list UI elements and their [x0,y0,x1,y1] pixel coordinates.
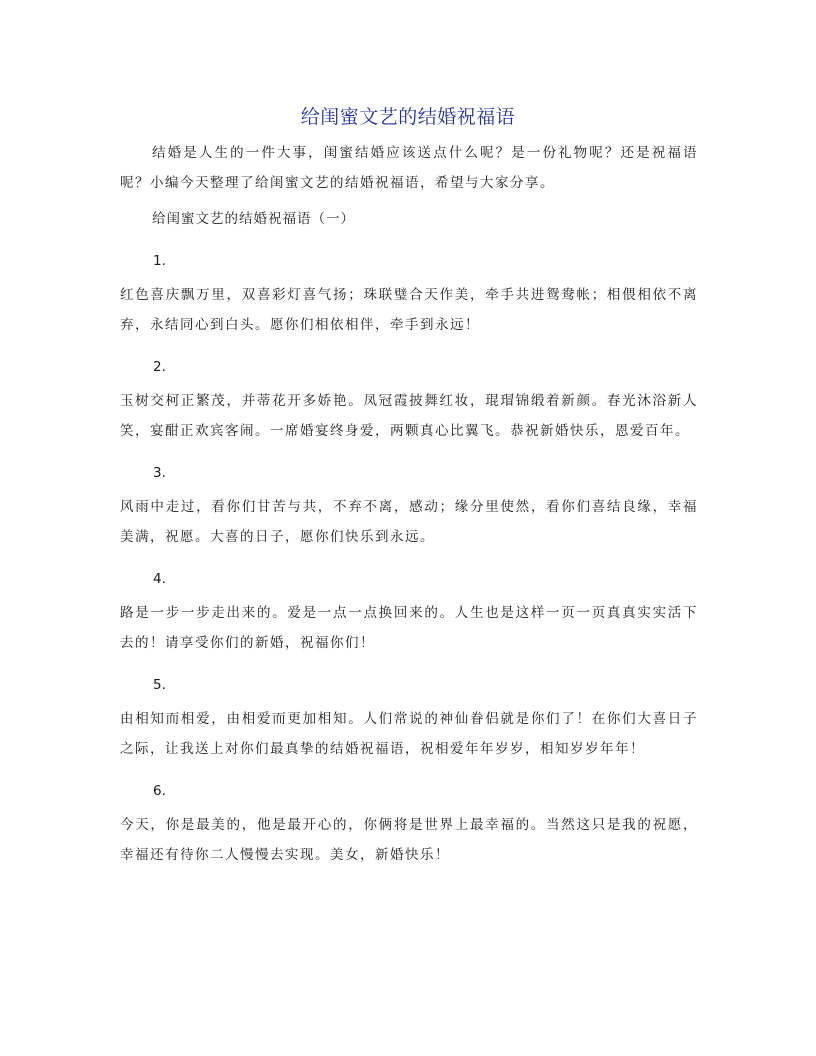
document-title: 给闺蜜文艺的结婚祝福语 [300,106,516,128]
list-item [120,564,698,658]
entry-text: 由相知而相爱，由相爱而更加相知。人们常说的神仙眷侣就是你们了！在你们大喜日子之际，让我送上对你们最真挚的结婚祝福语，祝相爱年年岁岁，相知岁岁年年！ [120,711,698,757]
entry-number: 2. [153,359,166,375]
list-item [120,246,698,340]
list-item [120,670,698,764]
entry-text: 玉树交柯正繁茂，并蒂花开多娇艳。凤冠霞披舞红妆，琨瑁锦缎着新颜。春光沐浴新人笑，宴酣正欢宾客闹。一席婚宴终身爱，两颗真心比翼飞。恭祝新婚快乐，恩爱百年。 [120,393,698,439]
intro-paragraph: 结婚是人生的一件大事，闺蜜结婚应该送点什么呢？是一份礼物呢？还是祝福语呢？小编今天整理了给闺蜜文艺的结婚祝福语，希望与大家分享。 [120,145,698,191]
entry-number: 3. [153,465,166,481]
entry-text: 红色喜庆飘万里，双喜彩灯喜气扬；珠联璧合天作美，牵手共进鸳鸯帐；相偎相依不离弃，永结同心到白头。愿你们相依相伴，牵手到永远！ [120,287,698,333]
list-item [120,458,698,552]
document-body [120,138,698,870]
entry-number: 6. [153,783,166,799]
section-title: 给闺蜜文艺的结婚祝福语（一） [152,211,355,227]
entry-text: 今天，你是最美的，他是最开心的，你俩将是世界上最幸福的。当然这只是我的祝愿，幸福还有待你二人慢慢去实现。美女，新婚快乐！ [120,817,698,863]
entry-number: 1. [153,253,166,269]
entry-text: 风雨中走过，看你们甘苦与共，不弃不离，感动；缘分里使然，看你们喜结良缘，幸福美满，祝愿。大喜的日子，愿你们快乐到永远。 [120,499,698,545]
entry-number: 5. [153,677,166,693]
list-item [120,352,698,446]
list-item [120,776,698,870]
entry-number: 4. [153,571,166,587]
entry-text: 路是一步一步走出来的。爱是一点一点换回来的。人生也是这样一页一页真真实实活下去的！请享受你们的新婚，祝福你们！ [120,605,698,651]
